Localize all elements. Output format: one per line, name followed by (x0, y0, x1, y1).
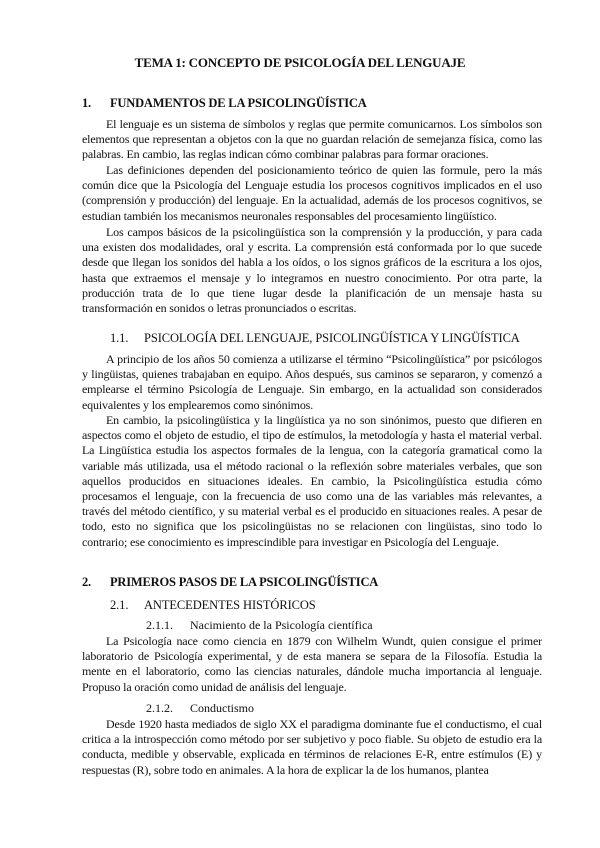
section-2-1-heading (110, 598, 316, 613)
section-number: 1.1. (110, 331, 129, 345)
section-title: PRIMEROS PASOS DE LA PSICOLINGÜÍSTICA (110, 575, 379, 589)
section-number: 2.1. (110, 598, 129, 612)
section-1-heading (82, 96, 367, 111)
section-number: 2. (82, 575, 91, 589)
section-number: 2.1.2. (146, 701, 173, 715)
paragraph: En cambio, la psicolingüística y la lingüística ya no son sinónimos, puesto que difieren en aspectos como el objeto de estudio, el tipo de estímulos, la metodología y hasta el material verbal. La Lingüística estudia los aspectos formales de la lengua, con la categoría gramatical como la variable más utilizada, usa el método racional o la reflexión sobre materiales verbales, que son aquellos producidos en situaciones ideales. En cambio, la Psicolingüística estudia cómo procesamos el lenguaje, con la frecuencia de uso como una de las variables más relevantes, a través del método científico, y su material verbal es el producido en situaciones reales. A pesar de todo, esto no significa que los psicolingüistas no se relacionen con lingüistas, sino todo lo contrario; ese conocimiento es imprescindible para investigar en Psicología del Lenguaje. (82, 413, 542, 549)
section-number: 1. (82, 96, 91, 110)
paragraph: El lenguaje es un sistema de símbolos y reglas que permite comunicarnos. Los símbolos son elementos que representan a objetos con la que no guardan relación de semejanza física, como las palabras. En cambio, las reglas indican cómo combinar palabras para formar oraciones. (82, 117, 542, 162)
section-title: FUNDAMENTOS DE LA PSICOLINGÜÍSTICA (110, 96, 367, 110)
paragraph: Los campos básicos de la psicolingüística son la comprensión y la producción, y para cada una existen dos modalidades, oral y escrita. La comprensión está conformada por lo que sucede desde que llegan los sonidos del habla a los oídos, o los signos gráficos de la escritura a los ojos, hasta que extraemos el mensaje y lo integramos en nuestro conocimiento. Por otra parte, la producción trata de lo que tiene lugar desde la planificación de un mensaje hasta su transformación en sonidos o letras pronunciados o escritas. (82, 225, 542, 316)
section-title: ANTECEDENTES HISTÓRICOS (144, 598, 316, 612)
section-title: PSICOLOGÍA DEL LENGUAJE, PSICOLINGÜÍSTICA Y LINGÜÍSTICA (144, 331, 520, 345)
paragraph: Desde 1920 hasta mediados de siglo XX el paradigma dominante fue el conductismo, el cual critica a la introspección como método por ser subjetivo y poco fiable. Su objeto de estudio era la conducta, medible y observable, explicada en términos de relaciones E-R, entre estímulos (E) y respuestas (R), sobre todo en animales. A la hora de explicar la de los humanos, plantea (82, 717, 542, 777)
section-2-1-1-heading (146, 618, 373, 633)
section-title: Nacimiento de la Psicología científica (190, 618, 373, 632)
section-title: Conductismo (190, 701, 255, 715)
paragraph: La Psicología nace como ciencia en 1879 con Wilhelm Wundt, quien consigue el primer laboratorio de Psicología experimental, y de esta manera se separa de la Filosofía. Estudia la mente en el laboratorio, como las ciencias naturales, dándole mucha importancia al lenguaje. Propuso la oración como unidad de análisis del lenguaje. (82, 634, 542, 694)
document-title: TEMA 1: CONCEPTO DE PSICOLOGÍA DEL LENGUAJE (134, 55, 466, 70)
paragraph: Las definiciones dependen del posicionamiento teórico de quien las formule, pero la más común dice que la Psicología del Lenguaje estudia los procesos cognitivos implicados en el uso (comprensión y producción) del lenguaje. En la actualidad, además de los procesos cognitivos, se estudian también los mecanismos neuronales responsables del procesamiento lingüístico. (82, 163, 542, 223)
section-2-heading (82, 575, 378, 590)
section-2-1-2-heading (146, 701, 254, 716)
section-number: 2.1.1. (146, 618, 173, 632)
paragraph: A principio de los años 50 comienza a utilizarse el término “Psicolingüística” por psicólogos y lingüistas, quienes trabajaban en equipo. Años después, sus caminos se separaron, y comenzó a emplearse el término Psicología de Lenguaje. Sin embargo, en la actualidad son considerados equivalentes y los emplearemos como sinónimos. (82, 352, 542, 412)
section-1-1-heading (110, 331, 520, 346)
